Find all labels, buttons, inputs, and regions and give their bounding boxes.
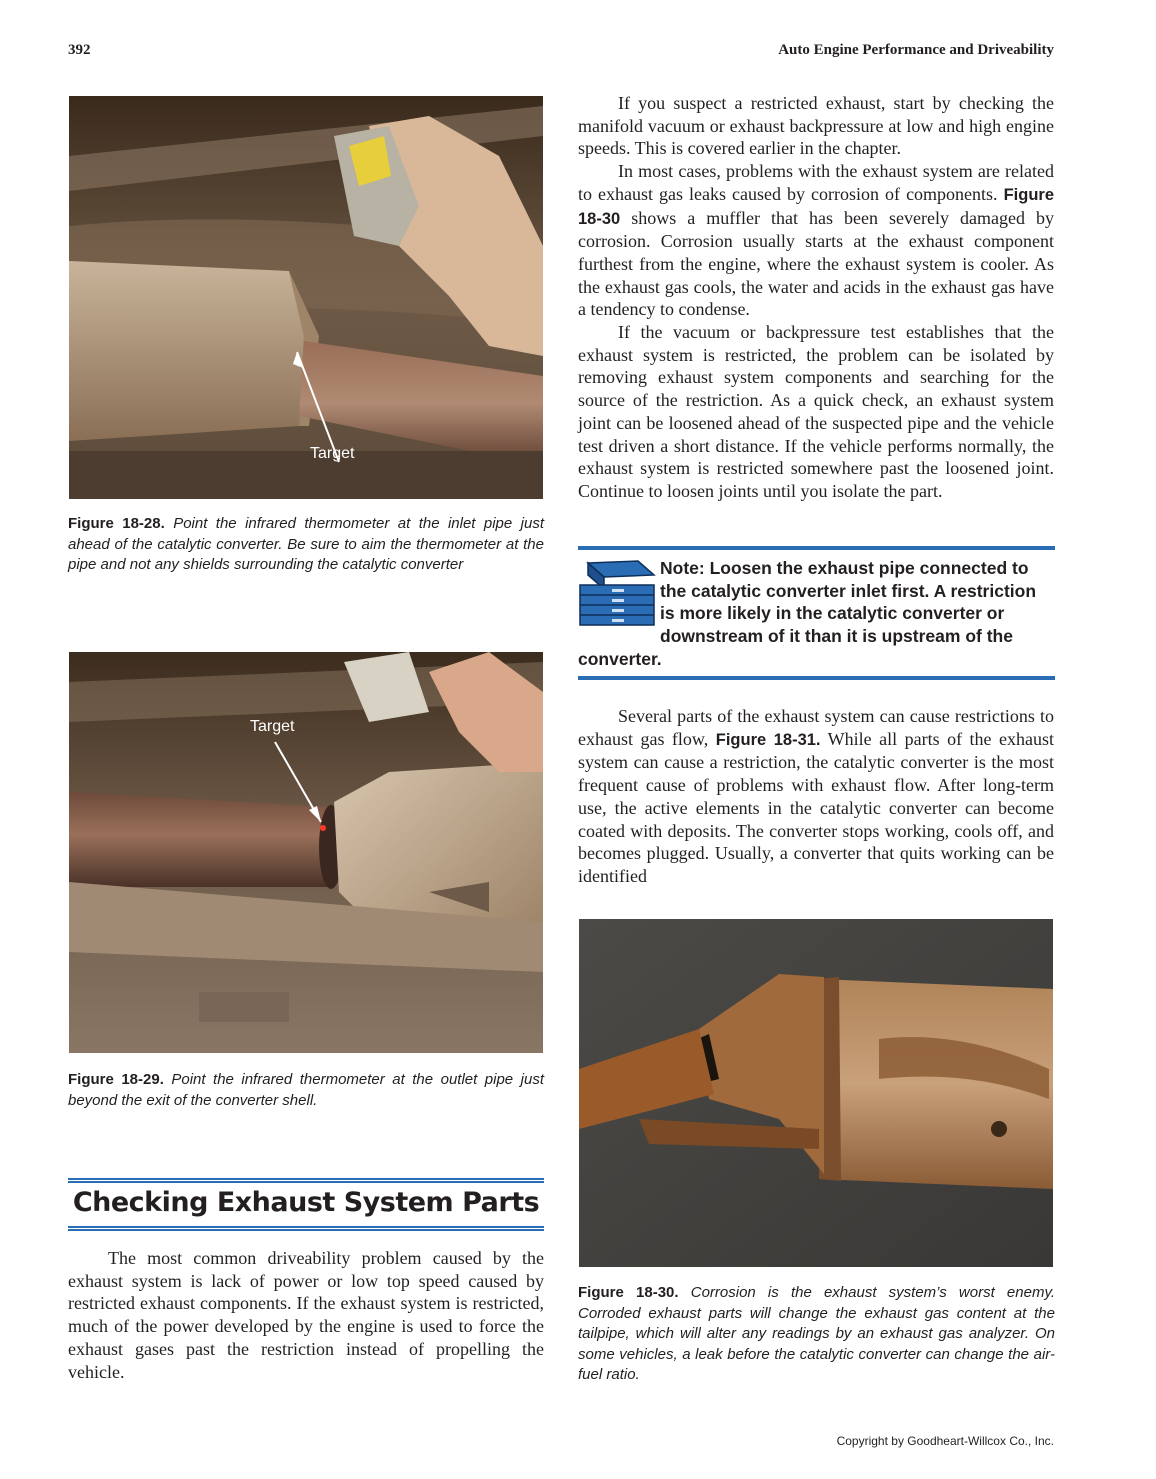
figure-18-30-text: Corrosion is the exhaust system’s worst enemy. Corroded exhaust parts will change the exhaust gas content at the tailpipe, which will alter any readings by an exhaust gas analyzer. On some vehicles, a leak before the catalytic converter can change the air-fuel ratio.	[578, 1284, 1055, 1383]
figure-18-30-photo	[579, 919, 1053, 1267]
section-rule-bottom	[68, 1226, 544, 1231]
paragraph-1: If you suspect a restricted exhaust, start by checking the manifold vacuum or exhaust backpressure at low and high engine speeds. This is covered earlier in the chapter.	[578, 93, 1054, 159]
figure-18-29-label: Figure 18-29.	[68, 1071, 164, 1088]
figure-18-29-caption	[68, 1070, 544, 1111]
figure-18-28-text: Point the infrared thermometer at the inlet pipe just ahead of the catalytic converter. Be sure to aim the thermometer at the pipe and not any shields surrounding the catalytic converter	[68, 515, 544, 573]
note-rule-bottom	[578, 676, 1055, 680]
section-paragraph-text: The most common driveability problem caused by the exhaust system is lack of power or low top speed caused by restricted exhaust components. If the exhaust system is restricted, much of the power developed by the engine is used to force the exhaust gases past the restriction instead of propelling the vehicle.	[68, 1248, 544, 1382]
section-rule-top	[68, 1178, 544, 1183]
note-box	[578, 557, 1048, 671]
copyright-notice: Copyright by Goodheart-Willcox Co., Inc.	[836, 1434, 1054, 1448]
figure-18-28-caption	[68, 514, 544, 576]
right-column-middle	[578, 705, 1054, 888]
note-rule-top	[578, 546, 1055, 550]
paragraph-2	[578, 160, 1054, 321]
page-number: 392	[68, 42, 91, 58]
paragraph-4-before: Several parts of the exhaust system can cause restrictions to exhaust gas flow,	[578, 706, 1054, 749]
section-title: Checking Exhaust System Parts	[72, 1187, 540, 1218]
right-column-top	[578, 92, 1054, 503]
paragraph-2-before: In most cases, problems with the exhaust system are related to exhaust gas leaks caused by corrosion of components.	[578, 161, 1054, 204]
paragraph-3: If the vacuum or backpressure test establishes that the exhaust system is restricted, the problem can be isolated by removing exhaust system components and searching for the source of the restriction. As a quick check, an exhaust system joint can be loosened ahead of the suspected pipe and the vehicle test driven a short distance. If the vehicle performs normally, the exhaust system is restricted somewhere past the loosened joint. Continue to loosen joints until you isolate the part.	[578, 322, 1054, 501]
paragraph-4	[578, 705, 1054, 888]
figure-18-29-photo	[69, 652, 543, 1053]
note-text: Note: Loosen the exhaust pipe connected to the catalytic converter inlet first. A restriction is more likely in the catalytic converter or downstream of it than it is upstream of the converter.	[578, 558, 1037, 669]
toolbox-icon	[578, 559, 656, 627]
figure-18-29-target-label: Target	[250, 718, 295, 735]
paragraph-4-after: While all parts of the exhaust system can cause a restriction, the catalytic converter is the most frequent cause of problems with exhaust flow. After long-term use, the active elements in the catalytic converter can become coated with deposits. The converter stops working, cools off, and becomes plugged. Usually, a converter that quits working can be identified	[578, 728, 1054, 886]
figure-18-30-caption	[578, 1283, 1055, 1386]
figure-18-31-reference: Figure 18-31.	[715, 730, 821, 749]
section-paragraph	[68, 1247, 544, 1383]
running-header: Auto Engine Performance and Driveability	[778, 42, 1054, 58]
figure-18-28-target-label: Target	[310, 445, 355, 462]
figure-18-30-reference: Figure 18-30	[578, 185, 1055, 228]
figure-18-29-text: Point the infrared thermometer at the outlet pipe just beyond the exit of the converter shell.	[68, 1071, 544, 1109]
paragraph-2-after: shows a muffler that has been severely damaged by corrosion. Corrosion usually starts at the exhaust component furthest from the engine, where the exhaust system is cooler. As the exhaust gas cools, the water and acids in the exhaust gas have a tendency to condense.	[578, 207, 1055, 320]
figure-18-28-label: Figure 18-28.	[68, 515, 165, 532]
figure-18-30-label: Figure 18-30.	[578, 1284, 679, 1301]
figure-18-28-photo	[69, 96, 543, 499]
